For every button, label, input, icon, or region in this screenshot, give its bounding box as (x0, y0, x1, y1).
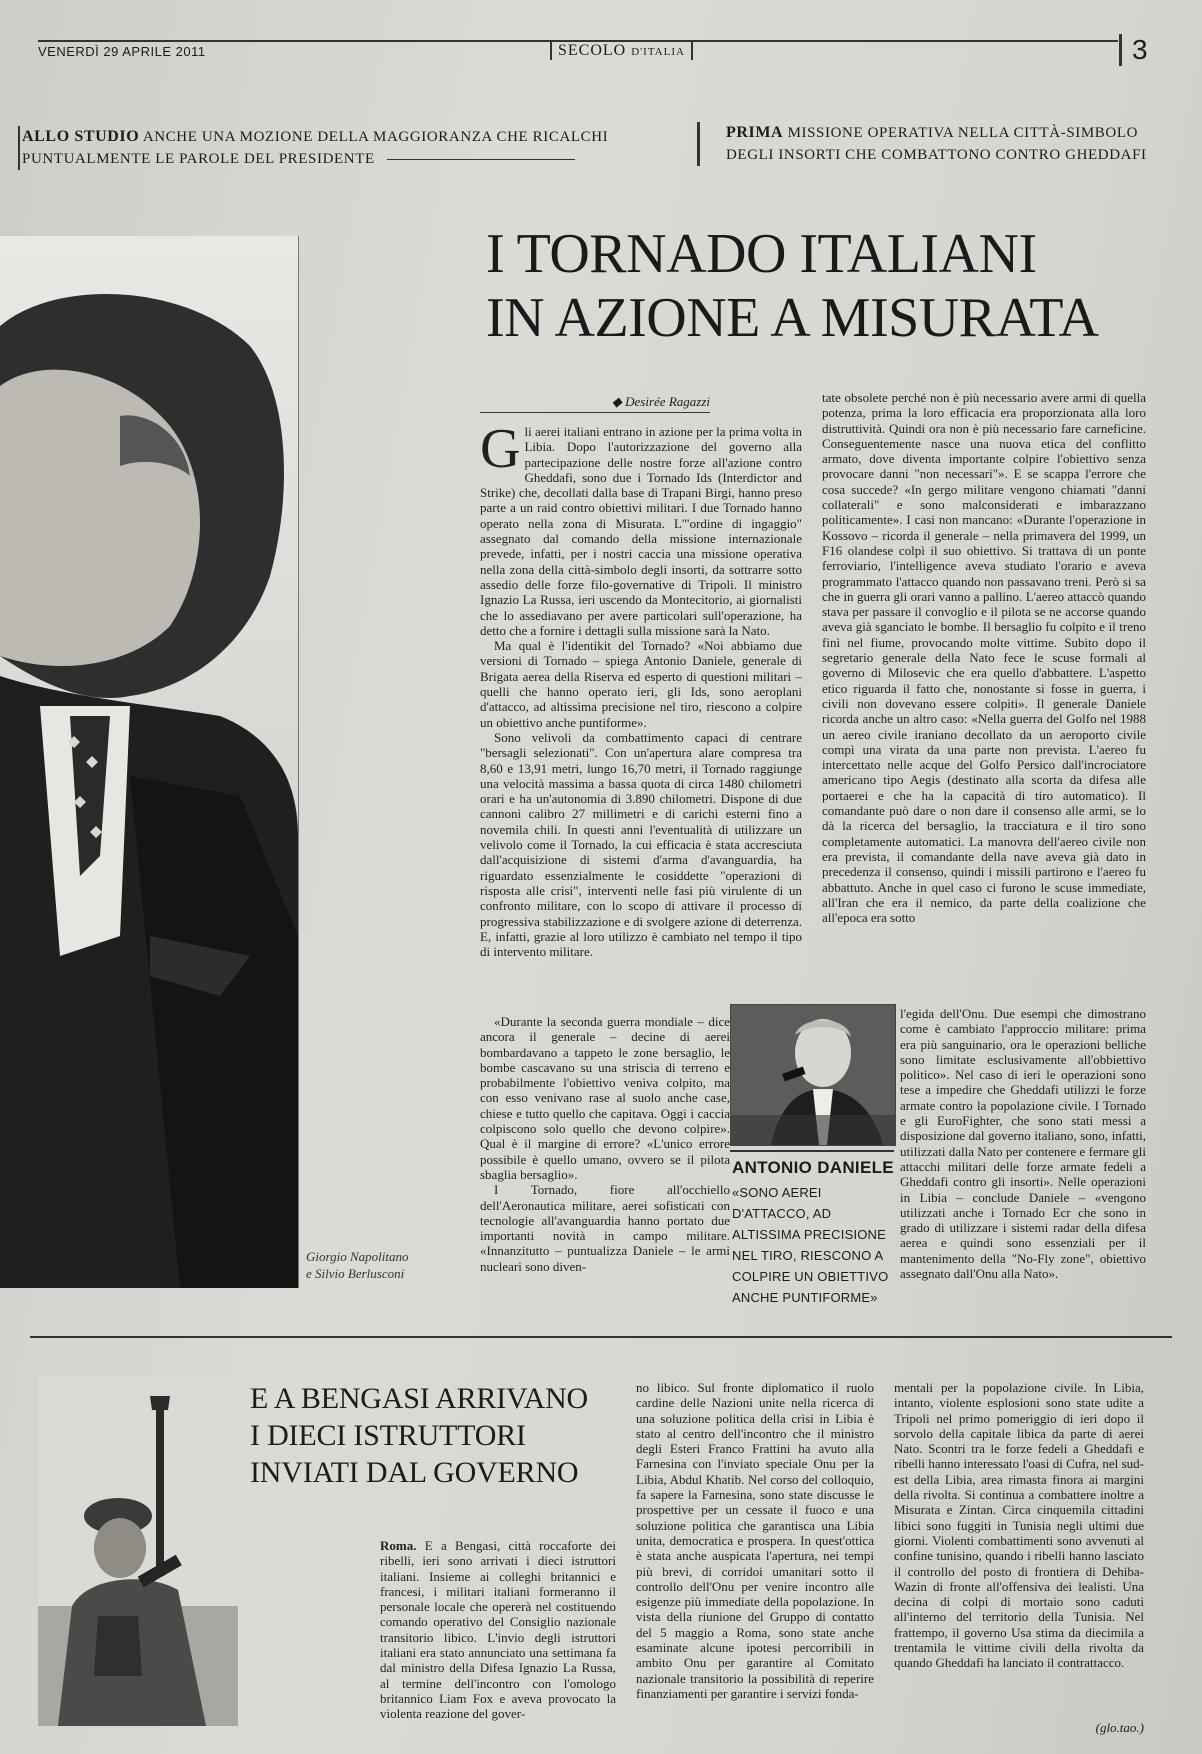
kicker-right (697, 122, 1186, 166)
paper-suffix: D'ITALIA (631, 46, 685, 58)
kicker-right-lead: PRIMA (726, 124, 784, 141)
article-column (900, 1006, 1146, 1316)
caption-line: e Silvio Berlusconi (306, 1266, 405, 1281)
article-paragraph: tate obsolete perché non è più necessario avere armi di quella potenza, prima la loro efficacia era proporzionata alla loro distruttività. Quindi ora non è più necessario fare carneficine. Conseguentemente nasce una nuova etica del conflitto armato, dove diventa importante colpire l'obiettivo senza provocare danni "non necessari"». E se scappa l'errore che cosa succede? «In gergo militare vengono chiamati "danni collaterali" e sono malconsiderati e imbarazzano politicamente». I casi non mancano: «Durante l'operazione in Kossovo – ricorda il generale – nella primavera del 1999, un F16 olandese colpì il suo obiettivo. Si trattava di un ponte ferroviario, l'intelligence aveva studiato l'orario e aveva programmato l'attacco quando non passavano treni. Però si sa che in guerra gli orari vanno a pallino. L'aereo attaccò quando stava per passare il convoglio e il pilota se ne accorse quando aveva già sganciato le bombe. Il bersaglio fu colpito e il treno finì nel fiume, provocando molte vittime. Subito dopo il segretario generale della Nato fece le scuse formali al governo di Milosevic che era quello d'abbattere. L'aspetto etico riguarda il fatto che, nonostante si fosse in guerra, i civili non dovevano essere colpiti». Il generale Daniele ricorda anche un altro caso: «Nella guerra del Golfo nel 1988 un aereo civile iraniano decollato da un aeroporto civile compì una virata da una parte non prevista. L'aereo fu intercettato nelle acque del Golfo Persico dall'incrociatore americano tipo Aegis (destinato alla scorta da difesa alle portaerei e che ha la capacità di tiro automatico). Il comandante può dare o non dare il consenso alle armi, se lo dà la ricerca del bersaglio, la tracciatura e il tiro sono completamente automatici. La manovra dell'aereo civile non era prevista, il comandante della nave aveva già dato in precedenza il consenso, quindi i missili partirono e l'aereo fu abbattuto. Anche in quel caso ci furono le scuse immediate, all'Iran che era il nemico, da parte della coalizione che all'epoca era sotto (822, 390, 1146, 926)
kicker-right-text: MISSIONE OPERATIVA NELLA CITTÀ-SIMBOLO DEGLI INSORTI CHE COMBATTONO CONTRO GHEDDAFI (726, 125, 1147, 163)
section-divider (30, 1336, 1172, 1338)
second-headline (250, 1380, 630, 1491)
masthead (38, 34, 1158, 68)
article-paragraph: Ma qual è l'identikit del Tornado? «Noi abbiamo due versioni di Tornado – spiega Antonio Daniele, generale di Brigata aerea della Riserva ed esperto di questioni militari – quelli che hanno operato ieri, gli Ids, sono aeroplani d'attacco, ad altissima precisione nel tiro, riescono a colpire un obiettivo anche puntiforme». (480, 638, 802, 730)
article-paragraph (380, 1538, 616, 1722)
main-photo (0, 236, 299, 1288)
inset-photo (730, 1004, 896, 1146)
article-paragraph: l'egida dell'Onu. Due esempi che dimostrano come è cambiato l'approccio militare: prima era più sanguinario, ora le operazioni belliche sono limitate esclusivamente all'obbiettivo politico». Nel caso di ieri le operazioni sono tese a impedire che Gheddafi utilizzi le forze armate contro la popolazione civile. I Tornado e gli EuroFighter, che sono stati messi a disposizione dal governo italiano, sono, infatti, utilizzati dalla Nato per contenere e fermare gli attacchi militari delle forze armate fedeli a Gheddafi contro gli insorti». Nelle operazioni in Libia – conclude Daniele – «vengono utilizzati anche i Tornado Ecr che sono in grado di utilizzare i sistemi radar della difesa aerea e quindi sono essenziali per il mantenimento della "No-Fly zone", obiettivo assegnato dall'Onu alla Nato». (900, 1006, 1146, 1282)
quote-name: ANTONIO DANIELE (732, 1158, 894, 1177)
article-paragraph: «Durante la seconda guerra mondiale – dice ancora il generale – decine di aerei bombardavano a tappeto le zone bersaglio, le bombe cascavano su una striscia di terreno e probabilmente l'obiettivo veniva colpito, ma con esso venivano rase al suolo anche case, chiese e tutto quello che capitava. Oggi i caccia colpiscono solo quello che devono colpire». Qual è il margine di errore? «L'unico errore possibile è quello umano, ovvero se il pilota sbaglia bersaglio». (480, 1014, 730, 1182)
drop-cap: G (480, 424, 521, 480)
paragraph-text: li aerei italiani entrano in azione per la prima volta in Libia. Dopo l'autorizzazione del governo alla partecipazione delle nostre forze all'azione contro Gheddafi, sono due i Tornado Ids (Interdictor and Strike) che, decollati dalla base di Trapani Birgi, hanno preso parte a un raid contro obiettivi militari. I due Tornado hanno operato nella zona di Misurata. L'"ordine di ingaggio" assegnato dal comando della missione internazionale prevede, infatti, per i nostri caccia una missione operativa nella zona della città-simbolo degli insorti, da sottrarre sotto assedio delle forze filo-governative di Tripoli. Il ministro Ignazio La Russa, ieri uscendo da Montecitorio, ai giornalisti che lo assediavano per avere particolari sull'operazione, ha detto che a fornire i dettagli sulla missione sarà la Nato. (480, 424, 802, 638)
kicker-left-text: ANCHE UNA MOZIONE DELLA MAGGIORANZA CHE RICALCHI PUNTUALMENTE LE PAROLE DEL PRESIDENTE (22, 129, 609, 167)
paragraph-text: E a Bengasi, città roccaforte dei ribelli, ieri sono arrivati i dieci istruttori italiani. Insieme ai colleghi britannici e francesi, i militari italiani formeranno il personale locale che opererà nel costituendo comando operativo del Consiglio nazionale transitorio libico. L'invio degli istruttori italiani era stato annunciato una settimana fa dal ministro della Difesa Ignazio La Russa, al termine dell'incontro con l'omologo britannico Liam Fox e aveva provocato la violenta reazione del gover- (380, 1538, 616, 1722)
headline-line: I TORNADO ITALIANI (486, 223, 1037, 285)
quote-text: «SONO AEREI D'ATTACCO, AD ALTISSIMA PRECISIONE NEL TIRO, RIESCONO A COLPIRE UN OBIETTIVO ANCHE PUNTIFORME» (732, 1185, 889, 1305)
article-column (480, 1014, 730, 1285)
headline-line: INVIATI DAL GOVERNO (250, 1456, 579, 1489)
article-paragraph: Sono velivoli da combattimento capaci di centrare "bersagli selezionati". Con un'apertura alare compresa tra 8,60 e 13,91 metri, lungo 16,70 metri, il Tornado raggiunge una velocità massima a bassa quota di circa 1480 chilometri orari e ha un'autonomia di 3.890 chilometri. Dispone di due cannoni calibro 27 millimetri e di carichi esterni fino a novemila chili. In questi anni l'eventualità di utilizzare un velivolo come il Tornado, la cui efficacia è stata accresciuta dall'acquisizione di sistemi d'arma d'avanguardia, ha riguardato essenzialmente le cosiddette "operazioni di risposta alle crisi", interventi nelle fasi più virulente di un confronto militare, con lo scopo di attivare il processo di progressiva stabilizzazione e di svolgere azione di deterrenza. E, infatti, grazie al loro utilizzo è cambiato nel tempo il tipo di intervento militare. (480, 729, 802, 960)
article-paragraph: mentali per la popolazione civile. In Libia, intanto, violente esplosioni sono state udite a Tripoli nel primo pomeriggio di ieri dopo il sorvolo della capitale libica da parte di aerei Nato. Scontri tra le forze fedeli a Gheddafi e ribelli hanno interessato l'oasi di Cufra, nel sud-est della Libia, area rimasta finora ai margini della rivolta. Si continua a combattere inoltre a Misurata e Zintan. Circa cinquemila cittadini libici sono fuggiti in Tunisia negli ultimi due giorni. Violenti combattimenti sono avvenuti al confine tunisino, quando i ribelli hanno lasciato il controllo del posto di frontiera di Dehiba-Wazin di fronte all'offensiva dei lealisti. Una decina di colpi di mortaio sono caduti all'interno del territorio della Tunisia. Nel frattempo, il governo Usa stima da diecimila a trentamila le vittime civili della rivolta da quando Gheddafi ha lanciato il contrattacco. (894, 1380, 1144, 1671)
kicker-rule (387, 159, 575, 160)
masthead-date: VENERDÌ 29 APRILE 2011 (38, 44, 206, 59)
headline-line: IN AZIONE A MISURATA (486, 287, 1099, 349)
caption-line: Giorgio Napolitano (306, 1249, 409, 1264)
byline-author: Desirée Ragazzi (625, 394, 710, 409)
kicker-left-lead: ALLO STUDIO (22, 128, 140, 145)
dateline: Roma. (380, 1538, 417, 1553)
kicker-left (18, 126, 712, 170)
second-article-column (894, 1380, 1144, 1718)
main-photo-caption (306, 1248, 414, 1282)
headline-line: I DIECI ISTRUTTORI (250, 1419, 526, 1452)
article-paragraph: I Tornado, fiore all'occhiello dell'Aeronautica militare, aerei sofisticati con tecnologie all'avanguardia hanno portato due importanti novità in campo militare. «Innanzitutto – puntualizza Daniele – le armi nucleari sono diven- (480, 1182, 730, 1274)
author-signature: (glo.tao.) (1095, 1720, 1144, 1735)
article-paragraph (480, 424, 802, 638)
main-photo-illustration (0, 236, 298, 1288)
article-headline (486, 222, 1136, 350)
pull-quote (730, 1150, 894, 1308)
second-article-column (380, 1538, 616, 1734)
soldier-photo-illustration (38, 1376, 238, 1726)
article-paragraph: no libico. Sul fronte diplomatico il ruolo cardine delle Nazioni unite nella ricerca di una soluzione politica della crisi in Libia è stato al centro dell'incontro che il ministro degli Esteri Franco Frattini ha avuto alla Farnesina con l'inviato speciale Onu per la Libia, Abdul Khatib. Nel corso del colloquio, fa sapere la Farnesina, sono state discusse le prospettive per un cessate il fuoco e una soluzione politica che garantisca una Libia unita, democratica e prospera. In quest'ottica è stata anche auspicata l'apertura, nei tempi più brevi, di corridoi umanitari sotto il controllo dell'Onu per venire incontro alle esigenze più immediate della popolazione. In vista della riunione del Gruppo di contatto del 5 maggio a Roma, sono state anche esaminate alcune ipotesi percorribili in ambito Onu per garantire al Comitato nazionale transitorio la possibilità di reperire finanziamenti per garantire i servizi fonda- (636, 1380, 874, 1701)
headline-line: E A BENGASI ARRIVANO (250, 1382, 588, 1415)
page-number: 3 (1119, 34, 1158, 66)
masthead-paper-name (550, 42, 693, 60)
paper-name: SECOLO (558, 42, 627, 59)
soldier-photo (38, 1376, 238, 1726)
inset-photo-illustration (731, 1005, 895, 1145)
article-column (822, 390, 1146, 998)
byline: ◆ Desirée Ragazzi (480, 394, 710, 413)
second-article-column (636, 1380, 874, 1730)
